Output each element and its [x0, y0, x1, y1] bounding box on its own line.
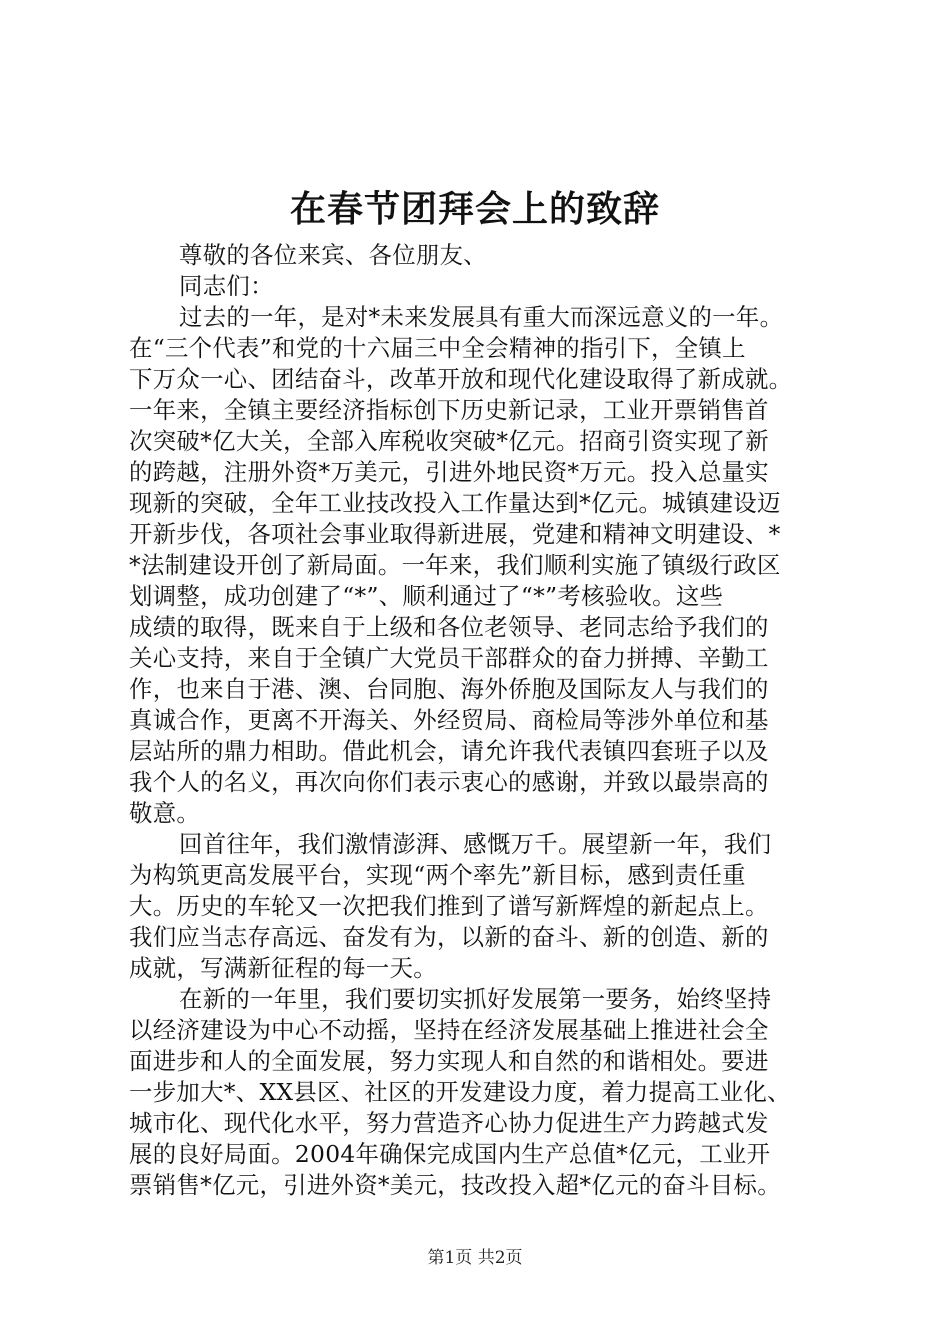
- salutation-line: 尊敬的各位来宾、各位朋友、: [179, 241, 487, 269]
- paragraph-line: 开新步伐，各项社会事业取得新进展，党建和精神文明建设、*: [129, 520, 781, 548]
- paragraph-line: 次突破*亿大关，全部入库税收突破*亿元。招商引资实现了新: [129, 427, 769, 455]
- paragraph-line: 现新的突破，全年工业技改投入工作量达到*亿元。城镇建设迈: [129, 489, 781, 517]
- paragraph-line: 成绩的取得，既来自于上级和各位老领导、老同志给予我们的: [129, 613, 769, 641]
- salutation-line: 同志们：: [179, 272, 274, 300]
- paragraph-line: *法制建设开创了新局面。一年来，我们顺利实施了镇级行政区: [129, 551, 781, 579]
- page-number-footer: 第1页 共2页: [427, 1248, 523, 1268]
- paragraph-line: 一步加大*、XX县区、社区的开发建设力度，着力提高工业化、: [129, 1078, 791, 1106]
- paragraph-line: 我个人的名义，再次向你们表示衷心的感谢，并致以最崇高的: [129, 768, 769, 796]
- paragraph-line: 城市化、现代化水平，努力营造齐心协力促进生产力跨越式发: [129, 1109, 769, 1137]
- paragraph-line: 关心支持，来自于全镇广大党员干部群众的奋力拼搏、辛勤工: [129, 644, 769, 672]
- paragraph-line: 划调整，成功创建了“*”、顺利通过了“*”考核验收。这些: [129, 582, 724, 610]
- paragraph-line: 成就，写满新征程的每一天。: [129, 954, 437, 982]
- paragraph-line: 一年来，全镇主要经济指标创下历史新记录，工业开票销售首: [129, 396, 769, 424]
- paragraph-line: 大。历史的车轮又一次把我们推到了谱写新辉煌的新起点上。: [129, 892, 769, 920]
- document-body: [129, 240, 835, 1201]
- paragraph-line: 在新的一年里，我们要切实抓好发展第一要务，始终坚持: [179, 985, 772, 1013]
- document-title: 在春节团拜会上的致辞: [289, 188, 660, 230]
- paragraph-line: 为构筑更高发展平台，实现“两个率先”新目标，感到责任重: [129, 861, 746, 889]
- paragraph-line: 层站所的鼎力相助。借此机会，请允许我代表镇四套班子以及: [129, 737, 769, 765]
- paragraph-line: 过去的一年，是对*未来发展具有重大而深远意义的一年。: [179, 303, 784, 331]
- paragraph-line: 以经济建设为中心不动摇，坚持在经济发展基础上推进社会全: [129, 1016, 769, 1044]
- paragraph-line: 票销售*亿元，引进外资*美元，技改投入超*亿元的奋斗目标。: [129, 1171, 781, 1199]
- paragraph-line: 我们应当志存高远、奋发有为，以新的奋斗、新的创造、新的: [129, 923, 769, 951]
- paragraph-line: 下万众一心、团结奋斗，改革开放和现代化建设取得了新成就。: [129, 365, 793, 393]
- paragraph-line: 回首往年，我们激情澎湃、感慨万千。展望新一年，我们: [179, 830, 772, 858]
- paragraph-line: 敬意。: [129, 799, 201, 827]
- paragraph-line: 面进步和人的全面发展，努力实现人和自然的和谐相处。要进: [129, 1047, 769, 1075]
- paragraph-line: 作，也来自于港、澳、台同胞、海外侨胞及国际友人与我们的: [129, 675, 769, 703]
- paragraph-line: 的跨越，注册外资*万美元，引进外地民资*万元。投入总量实: [129, 458, 769, 486]
- paragraph-line: 在“三个代表”和党的十六届三中全会精神的指引下，全镇上: [129, 334, 746, 362]
- paragraph-line: 展的良好局面。2004年确保完成国内生产总值*亿元，工业开: [129, 1140, 771, 1168]
- paragraph-line: 真诚合作，更离不开海关、外经贸局、商检局等涉外单位和基: [129, 706, 769, 734]
